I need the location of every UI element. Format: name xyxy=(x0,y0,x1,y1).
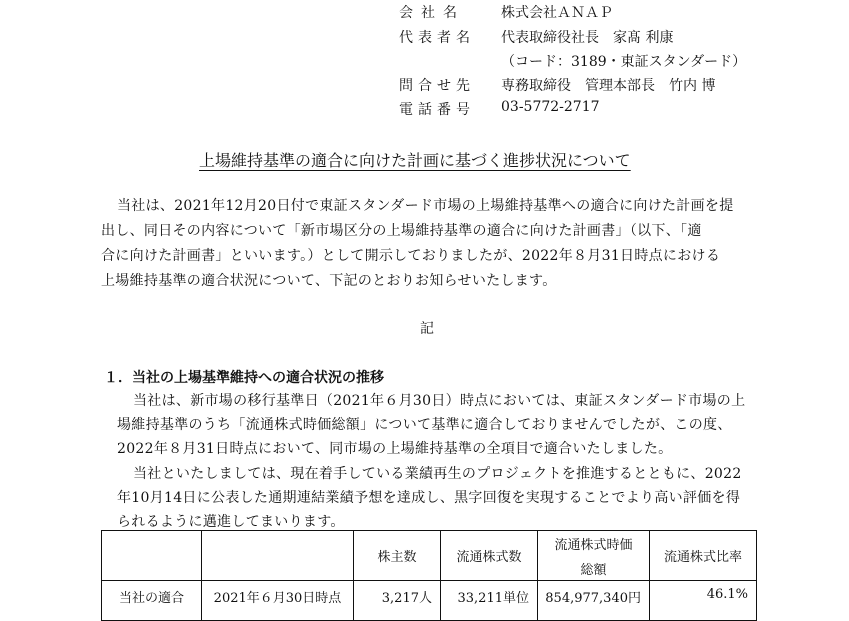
header-float-market-cap-line1: 流通株式時価 xyxy=(554,537,633,553)
info-value-contact: 専務取締役 管理本部長 竹内 博 xyxy=(501,78,716,94)
intro-line: 当社は、2021年12月20日付で東証スタンダード市場の上場維持基準への適合に向けた計画を提 xyxy=(117,198,734,214)
info-label-phone: 電話番号 xyxy=(399,102,475,118)
header-float-market-cap-line2: 総額 xyxy=(580,562,607,578)
intro-line: 出し、同日その内容について「新市場区分の上場維持基準の適合に向けた計画書」（以下、「適 xyxy=(101,223,702,239)
table-header-row xyxy=(102,531,757,581)
section-line: 場維持基準のうち「流通株式時価総額」について基準に適合しておりませんでしたが、この度、 xyxy=(117,417,732,433)
row-date: 2021年６月30日時点 xyxy=(202,581,354,621)
section-line: 当社は、新市場の移行基準日（2021年６月30日）時点においては、東証スタンダード市場の上 xyxy=(133,393,746,409)
section-line: 2022年８月31日時点において、同市場の上場維持基準の全項目で適合いたしました。 xyxy=(117,441,673,457)
cell-float-ratio: 46.1% xyxy=(650,581,757,621)
section-line: 年10月14日に公表した通期連結業績予想を達成し、黒字回復を実現することでより高い評価を得 xyxy=(117,490,741,506)
document-title: 上場維持基準の適合に向けた計画に基づく進捗状況について xyxy=(199,151,631,170)
info-value-representative: 代表取締役社長 家髙 利康 xyxy=(501,30,674,46)
cell-float-market-cap: 854,977,340円 xyxy=(538,581,650,621)
table-row xyxy=(102,581,757,621)
cell-shareholders: 3,217人 xyxy=(354,581,441,621)
intro-line: 上場維持基準の適合状況について、下記のとおりお知らせいたします。 xyxy=(101,273,557,289)
intro-line: 合に向けた計画書」といいます。）として開示しておりましたが、2022年８月31日時点における xyxy=(101,248,721,264)
info-value-company: 株式会社ＡＮＡＰ xyxy=(501,5,613,21)
table-corner-cell xyxy=(102,531,202,581)
info-label-company: 会社名 xyxy=(399,5,465,21)
section-heading: １．当社の上場基準維持への適合状況の推移 xyxy=(104,370,384,386)
section-line: 当社といたしましては、現在着手している業績再生のプロジェクトを推進するとともに、2022 xyxy=(133,466,742,482)
table-corner-cell xyxy=(202,531,354,581)
info-label-contact: 問合せ先 xyxy=(399,78,475,94)
header-shareholders: 株主数 xyxy=(354,531,441,581)
cell-float-shares: 33,211単位 xyxy=(441,581,538,621)
ki-mark: 記 xyxy=(420,321,434,337)
header-float-market-cap xyxy=(538,531,650,581)
info-value-code: （コード：3189・東証スタンダード） xyxy=(501,54,747,70)
section-line: られるように邁進してまいります。 xyxy=(117,514,345,530)
header-float-shares: 流通株式数 xyxy=(441,531,538,581)
info-value-phone: 03-5772-2717 xyxy=(501,99,600,115)
info-label-representative: 代表者名 xyxy=(399,30,475,46)
row-label: 当社の適合 xyxy=(102,581,202,621)
compliance-table xyxy=(101,530,757,621)
header-float-ratio: 流通株式比率 xyxy=(650,531,757,581)
